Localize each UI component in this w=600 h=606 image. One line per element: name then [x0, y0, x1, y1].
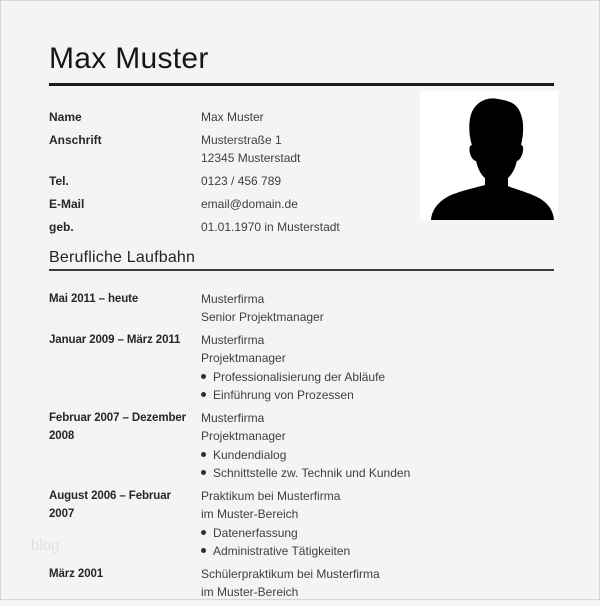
- entry-line: Musterfirma: [201, 333, 265, 347]
- section-divider: [49, 269, 554, 271]
- bullet-icon: [201, 470, 206, 475]
- bullet-icon: [201, 530, 206, 535]
- personal-value: [201, 172, 281, 190]
- entry-line: Senior Projektmanager: [201, 310, 324, 324]
- bullet-text: Datenerfassung: [213, 526, 298, 540]
- personal-label: Name: [49, 110, 82, 124]
- bullet-icon: [201, 374, 206, 379]
- bullet-text: Administrative Tätigkeiten: [213, 544, 351, 558]
- entry-body: [201, 487, 554, 560]
- entry-line: Musterfirma: [201, 292, 265, 306]
- personal-value: [201, 218, 340, 236]
- personal-row-birthdate: [49, 218, 554, 236]
- entry-line: im Muster-Bereich: [201, 507, 299, 521]
- entry-body: [201, 290, 554, 326]
- bullet-icon: [201, 452, 206, 457]
- entry-line: Schülerpraktikum bei Musterfirma: [201, 567, 380, 581]
- personal-label: E-Mail: [49, 197, 85, 211]
- bullet-item: [201, 542, 554, 560]
- personal-label: Tel.: [49, 174, 69, 188]
- title-divider: [49, 83, 554, 86]
- entry-line: Projektmanager: [201, 429, 286, 443]
- bullet-item: [201, 524, 554, 542]
- entry-date: März 2001: [49, 568, 104, 580]
- entry-body: [201, 331, 554, 404]
- bullet-text: Schnittstelle zw. Technik und Kunden: [213, 466, 411, 480]
- bullet-text: Professionalisierung der Abläufe: [213, 370, 386, 384]
- bullet-icon: [201, 548, 206, 553]
- entry-date: Januar 2009 – März 2011: [49, 334, 181, 346]
- entry-date: Mai 2011 – heute: [49, 293, 139, 305]
- personal-value-line: Max Muster: [201, 110, 264, 124]
- entry-bullet-list: [201, 368, 554, 404]
- bullet-item: [201, 464, 554, 482]
- career-entries: [49, 290, 554, 601]
- entry-line: im Muster-Bereich: [201, 585, 299, 599]
- section-heading-career: Berufliche Laufbahn: [49, 249, 196, 266]
- entry-body: [201, 409, 554, 482]
- career-entry: [49, 565, 554, 601]
- bullet-text: Einführung von Prozessen: [213, 388, 354, 402]
- entry-bullet-list: [201, 446, 554, 482]
- entry-line: Projektmanager: [201, 351, 286, 365]
- profile-photo-placeholder: [420, 91, 558, 220]
- bullet-icon: [201, 392, 206, 397]
- entry-date: August 2006 – Februar 2007: [49, 490, 171, 520]
- personal-value-line: 12345 Musterstadt: [201, 151, 301, 165]
- personal-value: [201, 131, 300, 167]
- personal-value-line: 01.01.1970 in Musterstadt: [201, 220, 340, 234]
- bullet-item: [201, 368, 554, 386]
- watermark-text: blog: [31, 537, 60, 554]
- personal-value-line: 0123 / 456 789: [201, 174, 282, 188]
- person-silhouette-icon: [420, 91, 558, 220]
- page-title: Max Muster: [49, 42, 209, 75]
- personal-value-line: Musterstraße 1: [201, 133, 282, 147]
- career-entry: [49, 409, 554, 482]
- career-entry: [49, 487, 554, 560]
- bullet-item: [201, 386, 554, 404]
- personal-label: Anschrift: [49, 133, 102, 147]
- personal-value: [201, 195, 298, 213]
- entry-body: [201, 565, 554, 601]
- bullet-item: [201, 446, 554, 464]
- career-entry: [49, 290, 554, 326]
- entry-date: Februar 2007 – Dezember 2008: [49, 412, 187, 442]
- personal-value: [201, 108, 264, 126]
- entry-line: Musterfirma: [201, 411, 265, 425]
- personal-label: geb.: [49, 220, 74, 234]
- entry-line: Praktikum bei Musterfirma: [201, 489, 341, 503]
- personal-value-line: email@domain.de: [201, 197, 298, 211]
- career-entry: [49, 331, 554, 404]
- entry-bullet-list: [201, 524, 554, 560]
- bullet-text: Kundendialog: [213, 448, 287, 462]
